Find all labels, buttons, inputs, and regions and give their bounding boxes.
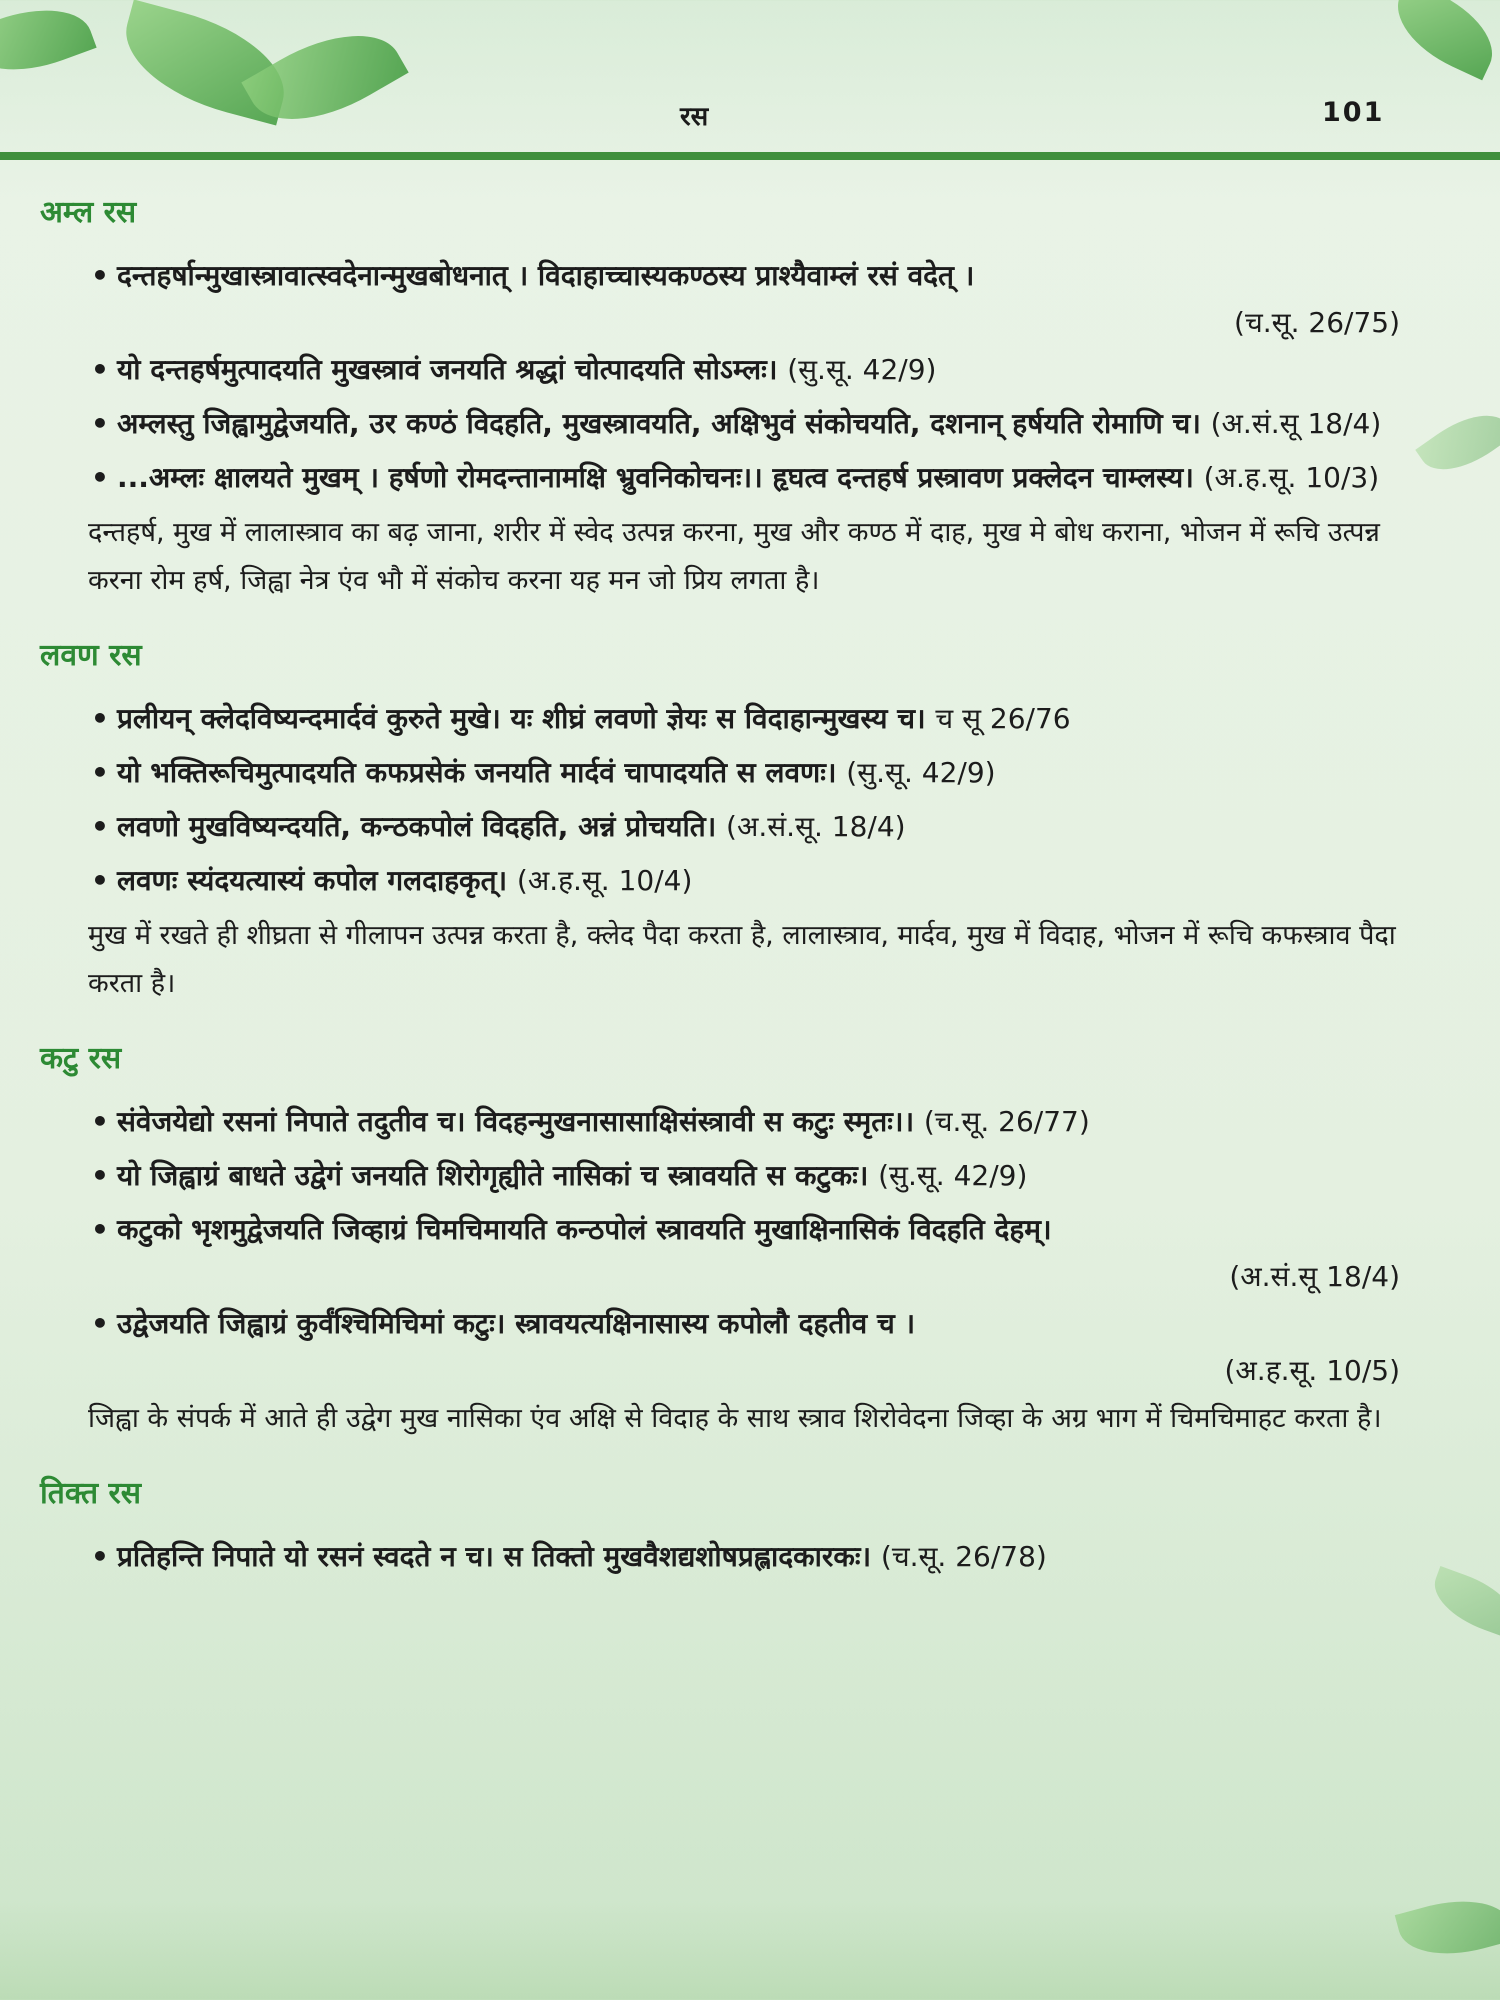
verse-text: दन्तहर्षान्मुखास्त्रावात्स्वदेनान्मुखबोधनात् । विदाहाच्चास्यकण्ठस्य प्राश्यैवाम्लं रसं वदेत् ।	[117, 259, 975, 292]
verse-text: यो दन्तहर्षमुत्पादयति मुखस्त्रावं जनयति श्रद्धां चोत्पादयति सोऽम्लः।	[117, 353, 778, 386]
section-tikta	[40, 1471, 1400, 1580]
verse-item	[95, 1099, 1400, 1145]
verse-item	[95, 696, 1400, 742]
verse-reference: (सु.सू. 42/9)	[846, 756, 996, 789]
verse-text: यो भक्तिरूचिमुत्पादयति कफप्रसेकं जनयति मार्दवं चापादयति स लवणः।	[117, 756, 837, 789]
verse-reference: (च.सू. 26/78)	[880, 1540, 1047, 1573]
page-number: 101	[1322, 97, 1385, 128]
verse-text: उद्वेजयति जिह्वाग्रं कुर्वंश्चिमिचिमां कटुः। स्त्रावयत्यक्षिनासास्य कपोलौ दहतीव च ।	[117, 1307, 916, 1340]
verse-item	[95, 1301, 1400, 1347]
leaf-decoration	[1425, 1566, 1500, 1639]
verse-item	[95, 1153, 1400, 1199]
page-body	[40, 190, 1400, 1588]
verse-text: अम्लस्तु जिह्वामुद्वेजयति, उर कण्ठं विदहति, मुखस्त्रावयति, अक्षिभुवं संकोचयति, दशनान् हर्षयति रोमाणि च।	[117, 407, 1201, 440]
verse-reference: (अ.सं.सू 18/4)	[1229, 1260, 1400, 1293]
verse-item	[95, 401, 1400, 447]
verse-reference: (च.सू. 26/75)	[1234, 306, 1400, 339]
verse-item	[95, 750, 1400, 796]
running-head: रस	[680, 102, 709, 132]
verse-reference: (अ.सं.सू 18/4)	[1210, 407, 1382, 440]
verse-reference: (सु.सू. 42/9)	[878, 1159, 1028, 1192]
verse-item	[95, 347, 1400, 393]
verse-item	[95, 455, 1400, 501]
explanation-text: मुख में रखते ही शीघ्रता से गीलापन उत्पन्न करता है, क्लेद पैदा करता है, लालास्त्राव, मार्दव, मुख में विदाह, भोजन में रूचि कफस्त्राव पैदा करता है।	[88, 920, 1396, 999]
section-heading: तिक्त रस	[40, 1476, 142, 1511]
verse-reference: (अ.ह.सू. 10/5)	[1224, 1354, 1400, 1387]
verse-item	[95, 253, 1400, 299]
verse-text: संवेजयेद्यो रसनां निपाते तदुतीव च। विदहन्मुखनासासाक्षिसंस्त्रावी स कटुः स्मृतः।।	[117, 1105, 915, 1138]
verse-reference: (अ.सं.सू. 18/4)	[726, 810, 906, 843]
page-header	[0, 0, 1500, 160]
verse-reference: (च.सू. 26/77)	[923, 1105, 1090, 1138]
explanation-text: दन्तहर्ष, मुख में लालास्त्राव का बढ़ जाना, शरीर में स्वेद उत्पन्न करना, मुख और कण्ठ में दाह, मुख मे बोध कराना, भोजन में रूचि उत्पन्न करना रोम हर्ष, जिह्वा नेत्र एंव भौ में संकोच करना यह मन जो प्रिय लगता है।	[88, 517, 1380, 596]
verse-text: लवणो मुखविष्यन्दयति, कन्ठकपोलं विदहति, अन्नं प्रोचयति।	[117, 810, 717, 843]
section-lavana	[40, 633, 1400, 1008]
verse-item	[95, 1534, 1400, 1580]
header-rule	[0, 152, 1500, 160]
verse-reference: (सु.सू. 42/9)	[787, 353, 937, 386]
explanation-text: जिह्वा के संपर्क में आते ही उद्वेग मुख नासिका एंव अक्षि से विदाह के साथ स्त्राव शिरोवेदना जिव्हा के अग्र भाग में चिमचिमाहट करता है।	[88, 1403, 1382, 1434]
verse-item	[95, 1207, 1400, 1253]
section-heading: कटु रस	[40, 1041, 122, 1076]
verse-text: कटुको भृशमुद्वेजयति जिव्हाग्रं चिमचिमायति कन्ठपोलं स्त्रावयति मुखाक्षिनासिकं विदहति देहम्।	[117, 1213, 1052, 1246]
verse-item	[95, 858, 1400, 904]
verse-item	[95, 804, 1400, 850]
verse-text: लवणः स्यंदयत्यास्यं कपोल गलदाहकृत्।	[117, 864, 508, 897]
section-amla	[40, 190, 1400, 605]
verse-text: प्रतिहन्ति निपाते यो रसनं स्वदते न च। स तिक्तो मुखवैशद्यशोषप्रह्लादकारकः।	[117, 1540, 872, 1573]
verse-reference: (अ.ह.सू. 10/4)	[516, 864, 693, 897]
section-heading: अम्ल रस	[40, 195, 137, 230]
verse-reference: (अ.ह.सू. 10/3)	[1203, 461, 1380, 494]
verse-reference: च सू 26/76	[935, 702, 1071, 735]
verse-text: ...अम्लः क्षालयते मुखम् । हर्षणो रोमदन्तानामक्षि भ्रुवनिकोचनः।। हृघत्व दन्तहर्ष प्रस्त्रावण प्रक्लेदन चाम्लस्य।	[117, 461, 1194, 494]
leaf-decoration	[1395, 1887, 1500, 1969]
section-katu	[40, 1036, 1400, 1443]
verse-text: यो जिह्वाग्रं बाधते उद्वेगं जनयति शिरोगृह्यीते नासिकां च स्त्रावयति स कटुकः।	[117, 1159, 869, 1192]
leaf-decoration	[1415, 398, 1500, 486]
verse-text: प्रलीयन् क्लेदविष्यन्दमार्दवं कुरुते मुखे। यः शीघ्रं लवणो ज्ञेयः स विदाहान्मुखस्य च।	[117, 702, 926, 735]
section-heading: लवण रस	[40, 638, 142, 673]
